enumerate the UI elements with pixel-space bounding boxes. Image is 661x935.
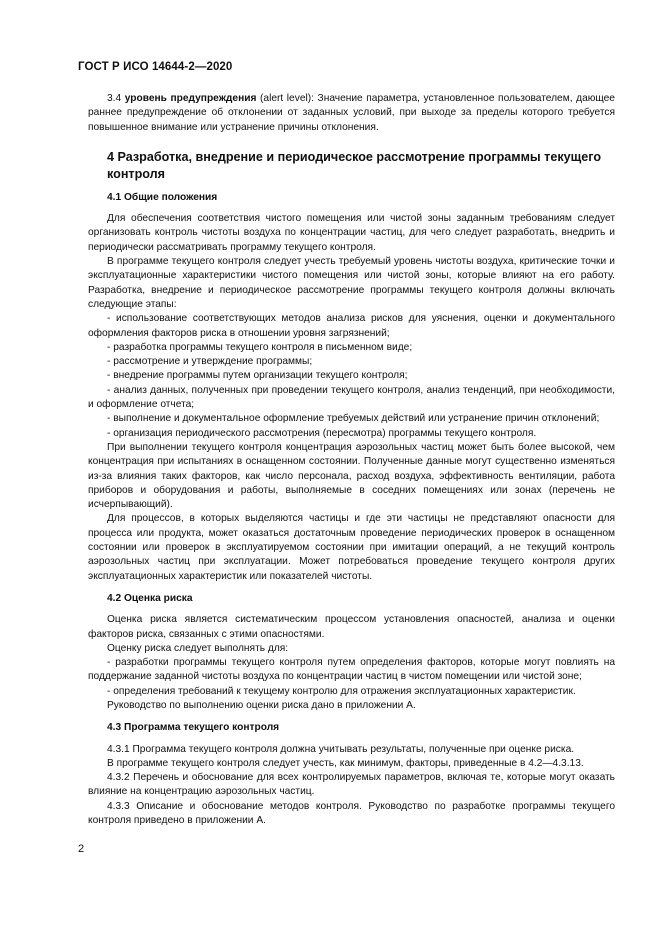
paragraph: 4.3.3 Описание и обоснование методов контроля. Руководство по разработке программы текущего контроля приведено в приложении А. — [88, 800, 615, 827]
paragraph: Оценка риска является систематическим процессом установления опасностей, анализа и оценки факторов риска, связанных с этими опасностями. — [88, 614, 615, 640]
paragraph: Для процессов, в которых выделяются частицы и где эти частицы не представляют опасности для процесса или продукта, может оказаться достаточным проведение периодических проверок в оснащенном состоянии или проверок в эксплуатируемом состоянии при имитации операций, а не текущий контроль аэрозольных частиц при эксплуатации. Может потребоваться проведение текущего контроля других эксплуатационных характеристик или показателей чистоты. — [88, 513, 615, 582]
list-item: - организация периодического рассмотрения (пересмотра) программы текущего контроля. — [107, 427, 537, 439]
page-number: 2 — [78, 843, 85, 855]
definition-text: (alert level): Значение параметра, установленное пользователем, дающее раннее предупреждение об отклонении от заданных условий, при выходе за пределы которого требуется повышенное внимание или устранение причины отклонения. — [88, 93, 615, 133]
list-item: - выполнение и документальное оформление требуемых действий или устранение причин отклонений; — [107, 413, 600, 425]
paragraph: В программе текущего контроля следует учесть требуемый уровень чистоты воздуха, критические точки и эксплуатационные характеристики чистого помещения или чистой зоны, которые влияют на его работу. Разработка, внедрение и периодическое рассмотрение программы текущего контроля должны включать следующие этапы: — [88, 256, 615, 310]
list-item: - определения требований к текущему контролю для отражения эксплуатационных характеристик. — [107, 685, 576, 697]
section-4-heading: 4 Разработка, внедрение и периодическое рассмотрение программы текущего контроля — [107, 149, 602, 181]
list-item: - разработки программы текущего контроля путем определения факторов, которые могут повлиять на поддержание заданной чистоты воздуха по концентрации частиц в чистом помещении или чистой зоне; — [88, 657, 615, 683]
paragraph: Руководство по выполнению оценки риска дано в приложении А. — [107, 699, 416, 711]
section-4-3-heading: 4.3 Программа текущего контроля — [107, 722, 280, 734]
list-item: - анализ данных, полученных при проведении текущего контроля, анализ тенденций, при необходимости, и оформление отчета; — [88, 384, 615, 411]
document-header: ГОСТ Р ИСО 14644-2—2020 — [78, 61, 233, 73]
paragraph: 4.3.1 Программа текущего контроля должна учитывать результаты, полученные при оценке риска. — [107, 743, 575, 755]
paragraph: При выполнении текущего контроля концентрация аэрозольных частиц может быть более высокой, чем концентрация при испытаниях в оснащенном состоянии. Полученные данные могут существенно изменяться из-за влияния таких факторов, как число персонала, расход воздуха, эффективность вентиляции, работа приборов и оборудования и работы, выполняемые в соседних помещениях или зонах (перечень не исчерпывающий). — [88, 441, 615, 511]
paragraph: Оценку риска следует выполнять для: — [107, 642, 289, 654]
list-item: - разработка программы текущего контроля в письменном виде; — [107, 341, 413, 353]
list-item: - использование соответствующих методов анализа рисков для уяснения, оценки и документального оформления факторов риска в отношении уровня загрязнений; — [88, 313, 615, 339]
definition-term: уровень предупреждения — [124, 93, 257, 104]
list-item: - внедрение программы путем организации текущего контроля; — [107, 370, 408, 382]
section-4-2-heading: 4.2 Оценка риска — [107, 592, 193, 604]
paragraph: Для обеспечения соответствия чистого помещения или чистой зоны заданным требованиям следует организовать контроль чистоты воздуха по концентрации частиц, для чего следует разработать, внедрить и периодически рассматривать программу текущего контроля. — [88, 213, 615, 253]
definition-3-4 — [88, 92, 615, 135]
section-4-1-heading: 4.1 Общие положения — [107, 191, 218, 203]
list-item: - рассмотрение и утверждение программы; — [107, 356, 313, 368]
paragraph: В программе текущего контроля следует учесть, как минимум, факторы, приведенные в 4.2—4.3.13. — [107, 757, 584, 769]
document-body — [88, 92, 615, 828]
definition-number: 3.4 — [107, 93, 122, 104]
paragraph: 4.3.2 Перечень и обоснование для всех контролируемых параметров, включая те, которые могут оказать влияние на концентрацию аэрозольных частиц. — [88, 772, 615, 798]
